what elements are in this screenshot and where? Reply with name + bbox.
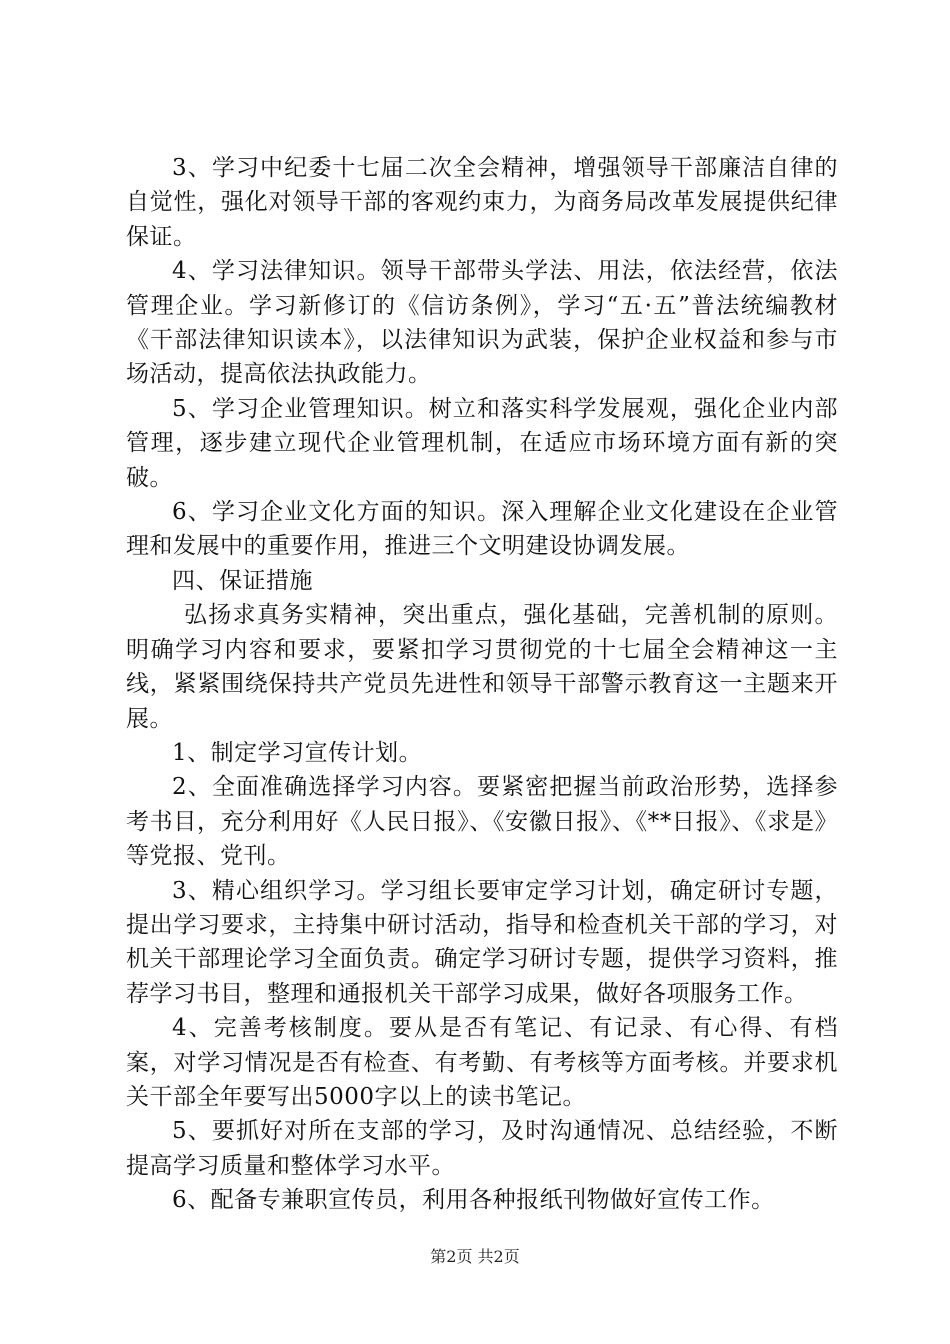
paragraph-measure-2-content: 2、全面准确选择学习内容。要紧密把握当前政治形势，选择参考书目，充分利用好《人民日报》、《安徽日报》、《**日报》、《求是》等党报、党刊。 [126,774,838,870]
paragraph-measure-4-assessment: 4、完善考核制度。要从是否有笔记、有记录、有心得、有档案，对学习情况是否有检查、有考勤、有考核等方面考核。并要求机关干部全年要写出5000字以上的读书笔记。 [126,1015,838,1110]
paragraph-item-5-management: 5、学习企业管理知识。树立和落实科学发展观，强化企业内部管理，逐步建立现代企业管理机制，在适应市场环境方面有新的突破。 [126,395,838,491]
paragraph-measure-1-plan: 1、制定学习宣传计划。 [172,739,423,766]
page-footer: 第2页 共2页 [430,1247,520,1266]
paragraph-principles: 弘扬求真务实精神，突出重点，强化基础，完善机制的原则。明确学习内容和要求，要紧扣学习贯彻党的十七届全会精神这一主线，紧紧围绕保持共产党员先进性和领导干部警示教育这一主题来开展。 [126,602,838,732]
paragraph-item-6-culture: 6、学习企业文化方面的知识。深入理解企业文化建设在企业管理和发展中的重要作用，推进三个文明建设协调发展。 [126,499,838,560]
paragraph-measure-5-branch: 5、要抓好对所在支部的学习，及时沟通情况、总结经验，不断提高学习质量和整体学习水平。 [126,1118,838,1179]
paragraph-measure-6-publicity: 6、配备专兼职宣传员，利用各种报纸刊物做好宣传工作。 [172,1187,775,1214]
paragraph-item-4-law: 4、学习法律知识。领导干部带头学法、用法，依法经营，依法管理企业。学习新修订的《信访条例》，学习“五·五”普法统编教材《干部法律知识读本》，以法律知识为武装，保护企业权益和参与市场活动，提高依法执政能力。 [126,258,838,388]
document-body [126,151,838,1218]
paragraph-item-3-discipline: 3、学习中纪委十七届二次全会精神，增强领导干部廉洁自律的自觉性，强化对领导干部的客观约束力，为商务局改革发展提供纪律保证。 [126,155,838,250]
section-heading-guarantee-measures: 四、保证措施 [172,567,313,594]
paragraph-measure-3-organize: 3、精心组织学习。学习组长要审定学习计划，确定研讨专题，提出学习要求，主持集中研讨活动，指导和检查机关干部的学习，对机关干部理论学习全面负责。确定学习研讨专题，提供学习资料，推荐学习书目，整理和通报机关干部学习成果，做好各项服务工作。 [126,877,838,1007]
